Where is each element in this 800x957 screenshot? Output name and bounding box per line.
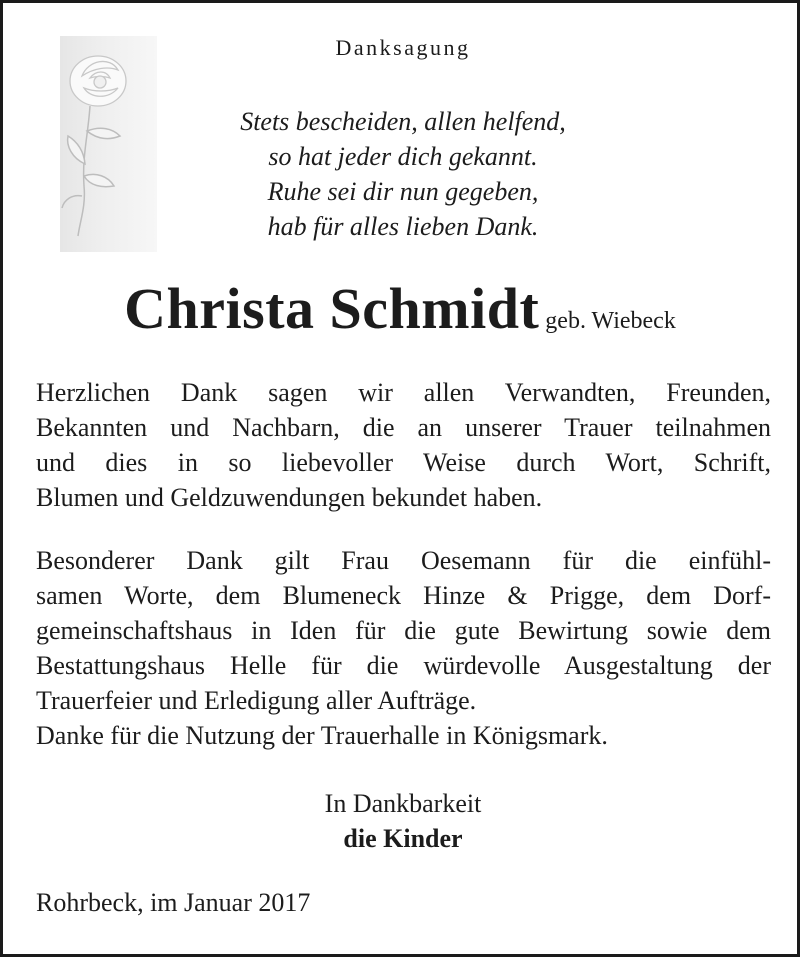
paragraph-line: Herzlichen Dank sagen wir allen Verwandten, Freunden, [36, 378, 771, 407]
paragraph-line: Besonderer Dank gilt Frau Oesemann für die einfühl- [36, 546, 771, 575]
signature-block [203, 786, 603, 856]
verse-line: so hat jeder dich gekannt. [268, 142, 538, 171]
signature-text: die Kinder [343, 824, 463, 853]
verse-line: Stets bescheiden, allen helfend, [240, 107, 566, 136]
paragraph-line: Blumen und Geldzuwendungen bekundet haben. [36, 483, 543, 512]
paragraph-line: samen Worte, dem Blumeneck Hinze & Prigge, dem Dorf- [36, 581, 771, 610]
paragraph-line: Bekannten und Nachbarn, die an unserer Trauer teilnahmen [36, 413, 771, 442]
rose-icon [60, 36, 157, 252]
special-thanks-paragraph [36, 543, 771, 753]
thanks-paragraph [36, 375, 771, 515]
paragraph-line: Danke für die Nutzung der Trauerhalle in Königsmark. [36, 721, 608, 750]
verse-line: Ruhe sei dir nun gegeben, [267, 177, 539, 206]
closing-text: In Dankbarkeit [324, 789, 482, 818]
deceased-name-line [3, 275, 797, 342]
paragraph-line: gemeinschaftshaus in Iden für die gute Bewirtung sowie dem [36, 616, 771, 645]
paragraph-line: Bestattungshaus Helle für die würdevolle Ausgestaltung der [36, 651, 771, 680]
notice-heading: Danksagung [335, 35, 471, 60]
deceased-name: Christa Schmidt [124, 276, 540, 341]
paragraph-line: Trauerfeier und Erledigung aller Aufträge. [36, 686, 477, 715]
place-date: Rohrbeck, im Januar 2017 [36, 888, 311, 917]
verse [193, 104, 613, 244]
verse-line: hab für alles lieben Dank. [267, 212, 539, 241]
birth-name: geb. Wiebeck [545, 308, 676, 334]
paragraph-line: und dies in so liebevoller Weise durch Wort, Schrift, [36, 448, 771, 477]
